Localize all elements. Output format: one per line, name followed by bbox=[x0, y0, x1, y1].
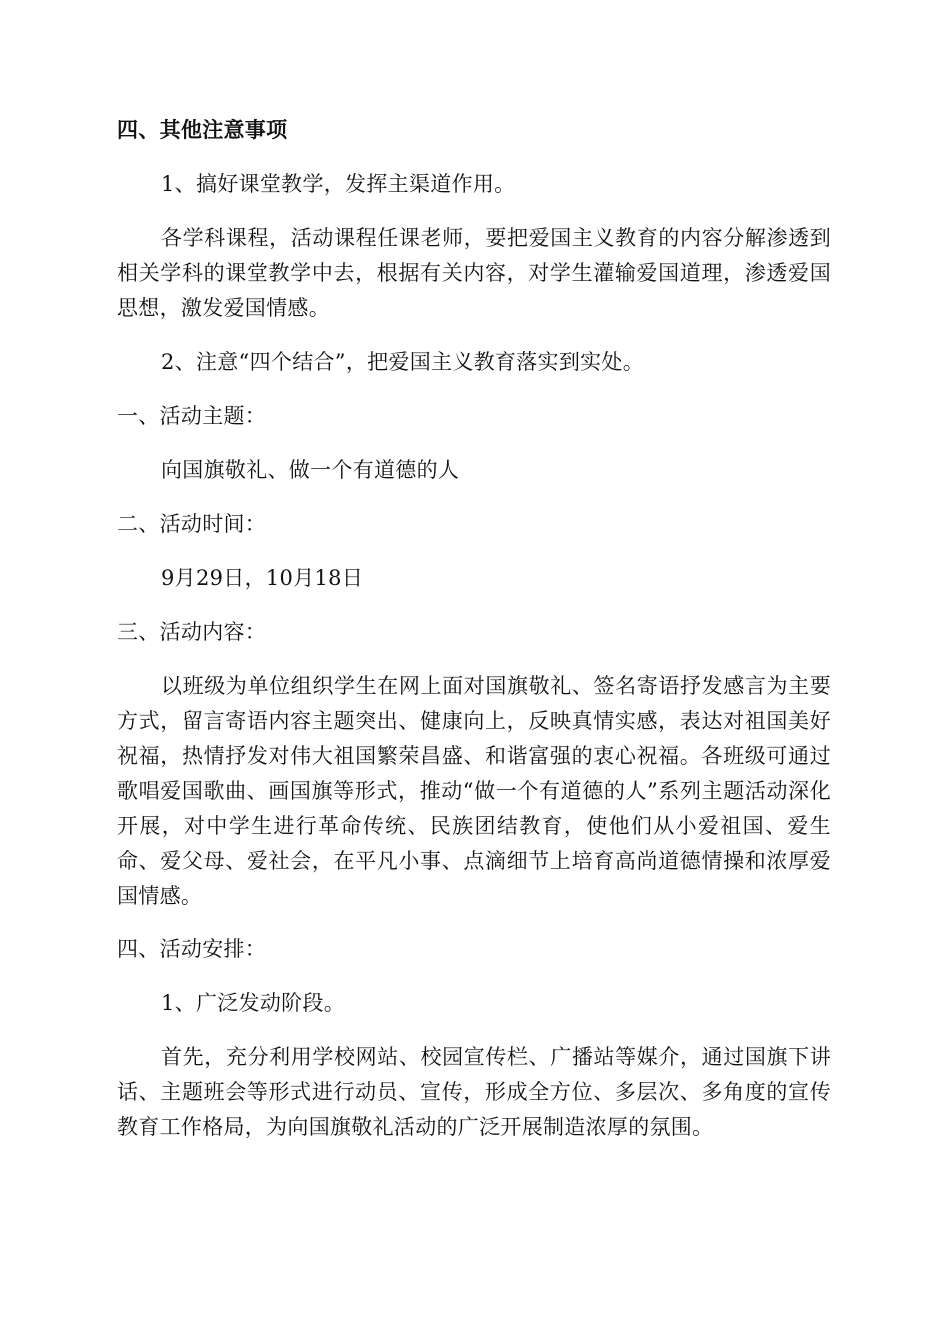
list-item-four-combinations: 2、注意“四个结合”，把爱国主义教育落实到实处。 bbox=[161, 350, 645, 374]
section-heading-theme: 一、活动主题： bbox=[117, 404, 267, 428]
section-heading-content: 三、活动内容： bbox=[117, 620, 267, 644]
paragraph-time: 9月29日，10月18日 bbox=[161, 566, 364, 590]
list-item-classroom-teaching: 1、搞好课堂教学，发挥主渠道作用。 bbox=[161, 172, 516, 196]
section-heading-other-notes: 四、其他注意事项 bbox=[117, 118, 288, 142]
paragraph-mobilization: 首先，充分利用学校网站、校园宣传栏、广播站等媒介，通过国旗下讲话、主题班会等形式进行动员、宣传，形成全方位、多层次、多角度的宣传教育工作格局，为向国旗敬礼活动的广泛开展制造浓厚的氛围。 bbox=[117, 1045, 831, 1139]
paragraph-theme: 向国旗敬礼、做一个有道德的人 bbox=[161, 458, 460, 482]
paragraph-content: 以班级为单位组织学生在网上面对国旗敬礼、签名寄语抒发感言为主要方式，留言寄语内容主题突出、健康向上，反映真情实感，表达对祖国美好祝福，热情抒发对伟大祖国繁荣昌盛、和谐富强的衷心祝福。各班级可通过歌唱爱国歌曲、画国旗等形式，推动“做一个有道德的人”系列主题活动深化开展，对中学生进行革命传统、民族团结教育，使他们从小爱祖国、爱生命、爱父母、爱社会，在平凡小事、点滴细节上培育高尚道德情操和浓厚爱国情感。 bbox=[117, 674, 831, 908]
section-heading-time: 二、活动时间： bbox=[117, 512, 267, 536]
list-item-mobilization-stage: 1、广泛发动阶段。 bbox=[161, 991, 346, 1015]
document-page bbox=[117, 113, 831, 1145]
paragraph-subject-courses: 各学科课程，活动课程任课老师，要把爱国主义教育的内容分解渗透到相关学科的课堂教学中去，根据有关内容，对学生灌输爱国道理，渗透爱国思想，激发爱国情感。 bbox=[117, 226, 831, 320]
section-heading-arrangement: 四、活动安排： bbox=[117, 937, 267, 961]
